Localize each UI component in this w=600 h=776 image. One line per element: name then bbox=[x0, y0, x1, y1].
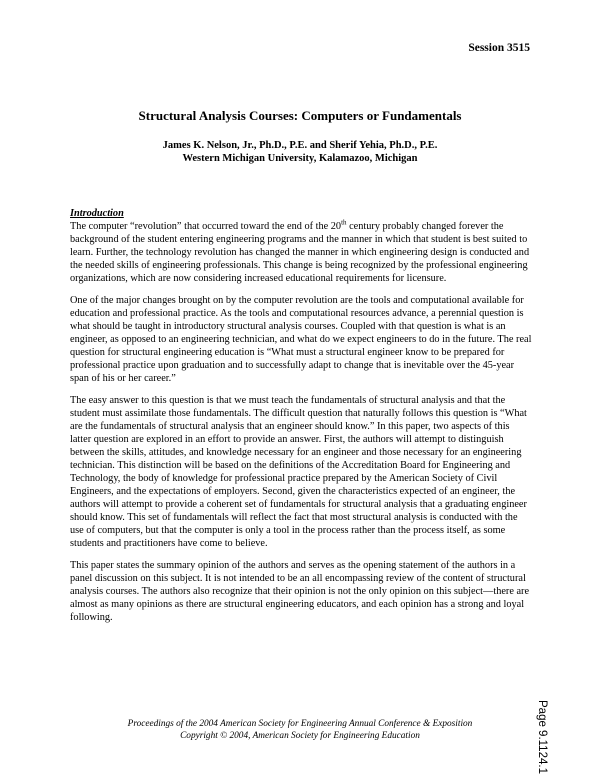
paragraph-2: One of the major changes brought on by the computer revolution are the tools and computational available for education and professional practice. As the tools and computational resources advance, a perennial question is what should be taught in introductory structural analysis courses. Coupled with that question is what is an engineer, as opposed to an engineering technician, and what do we expect engineers to do in the future. The real question for structural engineering education is “What must a structural engineer know to be prepared for professional practice upon graduation and to successfully adapt to change that is inevitable over the 45-year span of his or her career.” bbox=[70, 295, 532, 384]
paragraph-1-text-a: The computer “revolution” that occurred toward the end of the 20 bbox=[70, 221, 342, 232]
superscript-th: th bbox=[341, 218, 347, 227]
author-block bbox=[0, 139, 600, 165]
session-number: Session 3515 bbox=[468, 42, 530, 54]
author-affiliation: Western Michigan University, Kalamazoo, Michigan bbox=[182, 153, 418, 164]
author-names: James K. Nelson, Jr., Ph.D., P.E. and Sherif Yehia, Ph.D., P.E. bbox=[162, 140, 438, 151]
paragraph-1-text-b: century probably changed forever the background of the student entering engineering programs and the manner in which that student is best suited to learn. Further, the technology revolution has changed the manner in which engineering design is conducted and the needed skills of engineering professionals. This change is being recognized by the professional engineering organizations, which are now considering increased educational requirements for licensure. bbox=[70, 221, 530, 284]
paper-body bbox=[70, 207, 532, 633]
paragraph-3: The easy answer to this question is that we must teach the fundamentals of structural analysis and that the student must assimilate those fundamentals. The difficult question that naturally follows this question is “What are the fundamentals of structural analysis that an engineer should know.” In this paper, two aspects of this latter question are explored in an effort to provide an answer. First, the authors will attempt to distinguish between the skills, attitudes, and knowledge necessary for an engineer and those necessary for an engineering technician. This distinction will be based on the definitions of the Accreditation Board for Engineering and Technology, the body of knowledge for professional practice prepared by the American Society of Civil Engineers, and the expectations of employers. Second, given the characteristics expected of an engineer, the authors will attempt to provide a coherent set of fundamentals for structural analysis that a graduating engineer should know. This set of fundamentals will reflect the fact that most structural analysis is conducted with the use of computers, but that the computer is only a tool in the process rather than the process itself, as some students and practitioners have come to believe. bbox=[70, 395, 527, 549]
paragraph-1 bbox=[70, 220, 532, 285]
page-number: Page 9.1124.1 bbox=[536, 700, 548, 774]
page-footer bbox=[0, 718, 600, 742]
paragraph-4: This paper states the summary opinion of the authors and serves as the opening statement of the authors in a panel discussion on this subject. It is not intended to be an all encompassing review of the content of structural analysis courses. The authors also recognize that their opinion is not the only opinion on this subject—there are almost as many opinions as there are structural engineering educators, and each opinion has a strong and loyal following. bbox=[70, 560, 530, 623]
footer-copyright: Copyright © 2004, American Society for Engineering Education bbox=[180, 731, 420, 741]
section-heading: Introduction bbox=[70, 208, 124, 219]
paper-title: Structural Analysis Courses: Computers or Fundamentals bbox=[138, 108, 462, 123]
footer-proceedings: Proceedings of the 2004 American Society for Engineering Annual Conference & Exposition bbox=[127, 719, 473, 729]
